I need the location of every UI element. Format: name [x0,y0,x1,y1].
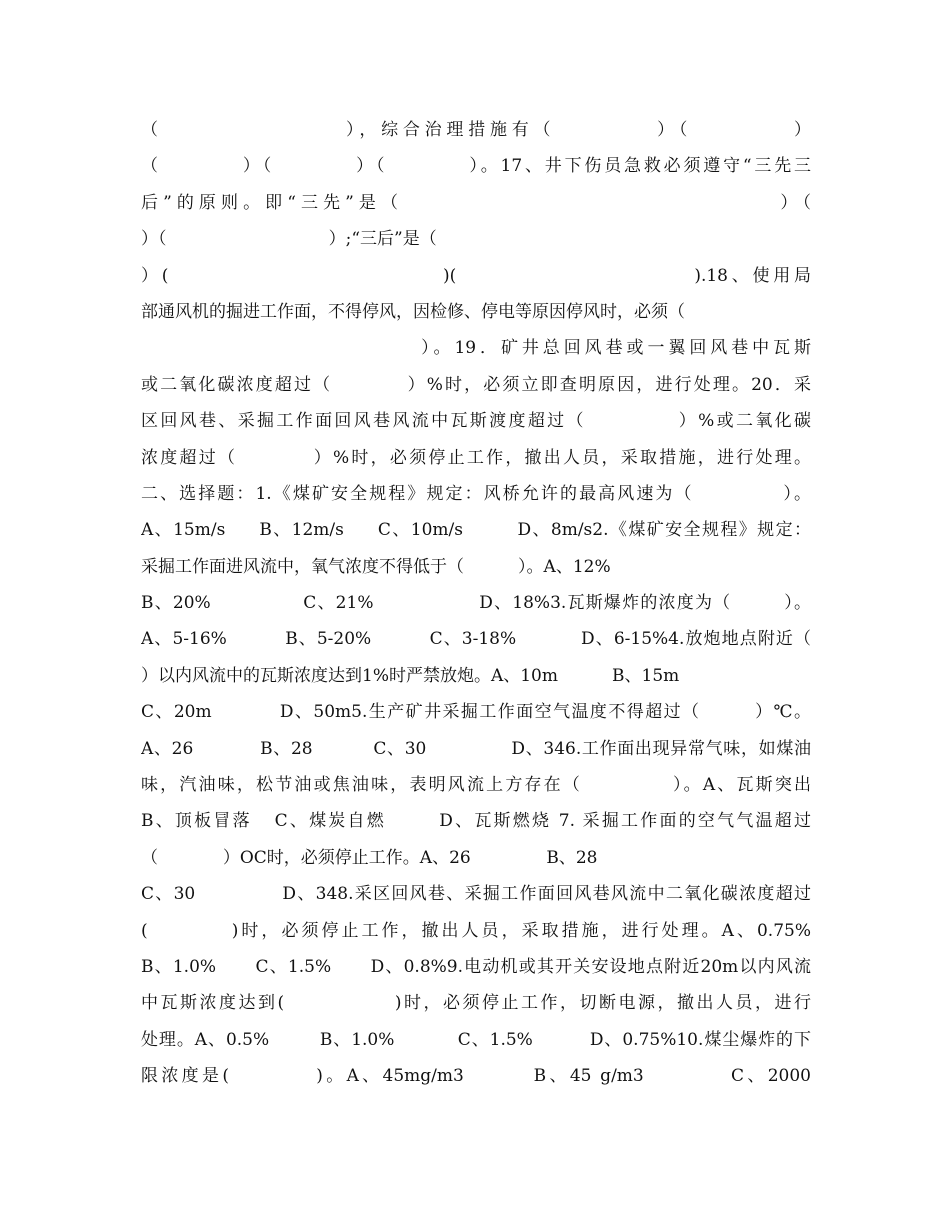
text-line: （ ），综合治理措施有（ ）（ ） [141,120,811,140]
text-line: 味，汽油味，松节油或焦油味，表明风流上方存在（ ）。A、瓦斯突出 [141,775,811,796]
text-line: 二、选择题：1.《煤矿安全规程》规定：风桥允许的最高风速为（ ）。 [141,483,811,504]
text-line: （ ）OC时，必须停止工作。A、26 B、28 [141,847,598,868]
text-line: B、1.0% C、1.5% D、0.8%9.电动机或其开关安设地点附近20m以内风流 [141,956,811,977]
text-line: 处理。A、0.5% B、1.0% C、1.5% D、0.75%10.煤尘爆炸的下 [141,1029,811,1050]
text-line: A、26 B、28 C、30 D、346.工作面出现异常气味，如煤油 [141,738,811,759]
text-line: ）以内风流中的瓦斯浓度达到1%时严禁放炮。A、10m B、15m [141,665,680,686]
text-line: ）。19．矿井总回风巷或一翼回风巷中瓦斯 [141,338,811,359]
text-line: ( )时，必须停止工作，撤出人员，采取措施，进行处理。A、0.75% [141,920,811,941]
text-line: A、5-16% B、5-20% C、3-18% D、6-15%4.放炮地点附近（ [141,629,811,650]
text-line: 浓度超过（ ）%时，必须停止工作，撤出人员，采取措施，进行处理。 [141,447,811,468]
text-line: 或二氧化碳浓度超过（ ）%时，必须立即查明原因，进行处理。20．采 [141,374,811,395]
text-line: 后”的原则。即“三先”是（ ）（ [141,192,811,213]
text-line: B、顶板冒落 C、煤炭自燃 D、瓦斯燃烧 7. 采掘工作面的空气气温超过 [141,811,811,832]
text-line: 区回风巷、采掘工作面回风巷风流中瓦斯渡度超过（ ）%或二氧化碳 [141,411,811,432]
document-body [141,112,811,1095]
text-line: A、15m/s B、12m/s C、10m/s D、8m/s2.《煤矿安全规程》规定： [141,520,811,541]
text-line: B、20% C、21% D、18%3.瓦斯爆炸的浓度为（ ）。 [141,593,811,614]
text-line: 采掘工作面进风流中，氧气浓度不得低于（ ）。A、12% [141,556,611,577]
text-line: 部通风机的掘进工作面，不得停风，因检修、停电等原因停风时，必须（ [141,301,685,322]
text-line: ）( )( ).18、使用局 [141,265,811,286]
text-line: ）（ ）;“三后”是（ [141,229,437,250]
text-line: 限浓度是( )。A、45mg/m3 B、45 g/m3 C、2000 [141,1066,811,1087]
text-line: C、20m D、50m5.生产矿井采掘工作面空气温度不得超过（ ）℃。 [141,702,811,723]
text-line: （ ）（ ）（ ）。17、井下伤员急救必须遵守“三先三 [141,156,811,177]
text-line: 中瓦斯浓度达到( )时，必须停止工作，切断电源，撤出人员，进行 [141,993,811,1014]
text-line: C、30 D、348.采区回风巷、采掘工作面回风巷风流中二氧化碳浓度超过 [141,884,811,905]
